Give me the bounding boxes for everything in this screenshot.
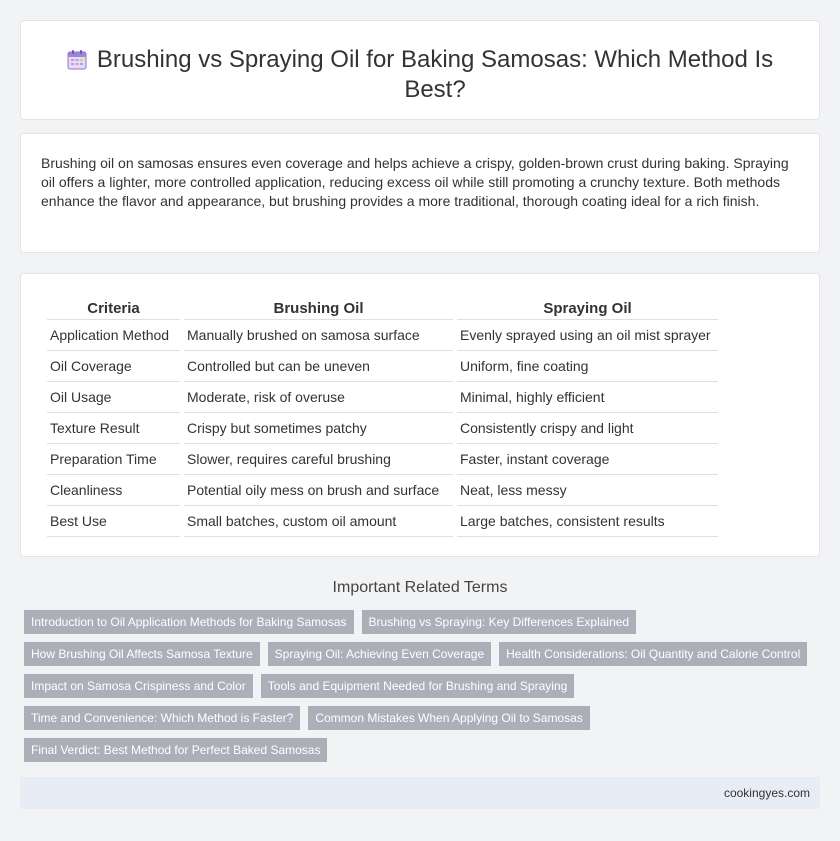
table-cell: Slower, requires careful brushing [184,444,453,475]
comparison-card [20,273,820,557]
table-cell: Texture Result [47,413,180,444]
table-cell: Consistently crispy and light [457,413,718,444]
table-cell: Large batches, consistent results [457,506,718,537]
table-cell: Cleanliness [47,475,180,506]
related-term-tag[interactable]: Brushing vs Spraying: Key Differences Explained [362,610,637,634]
column-header-criteria: Criteria [47,294,180,320]
intro-card [20,133,820,253]
comparison-table [43,294,722,537]
tag-row [24,738,327,762]
table-cell: Small batches, custom oil amount [184,506,453,537]
table-cell: Faster, instant coverage [457,444,718,475]
table-header-row [47,294,718,320]
table-row [47,444,718,475]
table-cell: Evenly sprayed using an oil mist sprayer [457,320,718,351]
tag-row [24,674,574,698]
tag-row [24,706,590,730]
related-term-tag[interactable]: How Brushing Oil Affects Samosa Texture [24,642,260,666]
table-cell: Controlled but can be uneven [184,351,453,382]
column-header-brushing: Brushing Oil [184,294,453,320]
table-row [47,382,718,413]
site-name[interactable]: cookingyes.com [723,786,810,800]
table-cell: Neat, less messy [457,475,718,506]
title-card [20,20,820,120]
related-term-tag[interactable]: Spraying Oil: Achieving Even Coverage [268,642,491,666]
table-cell: Preparation Time [47,444,180,475]
tag-row [24,642,807,666]
tag-row [24,610,636,634]
table-cell: Oil Usage [47,382,180,413]
table-row [47,351,718,382]
page-title: Brushing vs Spraying Oil for Baking Samosas: Which Method Is Best? [96,46,774,103]
table-cell: Oil Coverage [47,351,180,382]
related-term-tag[interactable]: Impact on Samosa Crispiness and Color [24,674,253,698]
related-term-tag[interactable]: Common Mistakes When Applying Oil to Samosas [308,706,589,730]
table-row [47,320,718,351]
table-cell: Application Method [47,320,180,351]
table-row [47,475,718,506]
related-term-tag[interactable]: Introduction to Oil Application Methods for Baking Samosas [24,610,354,634]
table-row [47,506,718,537]
table-cell: Minimal, highly efficient [457,382,718,413]
table-cell: Crispy but sometimes patchy [184,413,453,444]
table-cell: Moderate, risk of overuse [184,382,453,413]
related-terms-heading: Important Related Terms [332,579,508,596]
related-term-tag[interactable]: Final Verdict: Best Method for Perfect Baked Samosas [24,738,327,762]
related-term-tag[interactable]: Tools and Equipment Needed for Brushing and Spraying [261,674,575,698]
column-header-spraying: Spraying Oil [457,294,718,320]
table-cell: Best Use [47,506,180,537]
table-cell: Uniform, fine coating [457,351,718,382]
table-cell: Potential oily mess on brush and surface [184,475,453,506]
table-row [47,413,718,444]
related-term-tag[interactable]: Time and Convenience: Which Method is Faster? [24,706,300,730]
footer [20,777,820,809]
table-cell: Manually brushed on samosa surface [184,320,453,351]
intro-paragraph: Brushing oil on samosas ensures even coverage and helps achieve a crispy, golden-brown crust during baking. Spraying oil offers a lighter, more controlled application, reducing excess oil while still promoting a crunchy texture. Both methods enhance the flavor and appearance, but brushing provides a more traditional, thorough coating ideal for a rich finish. [41,155,789,209]
related-term-tag[interactable]: Health Considerations: Oil Quantity and Calorie Control [499,642,807,666]
